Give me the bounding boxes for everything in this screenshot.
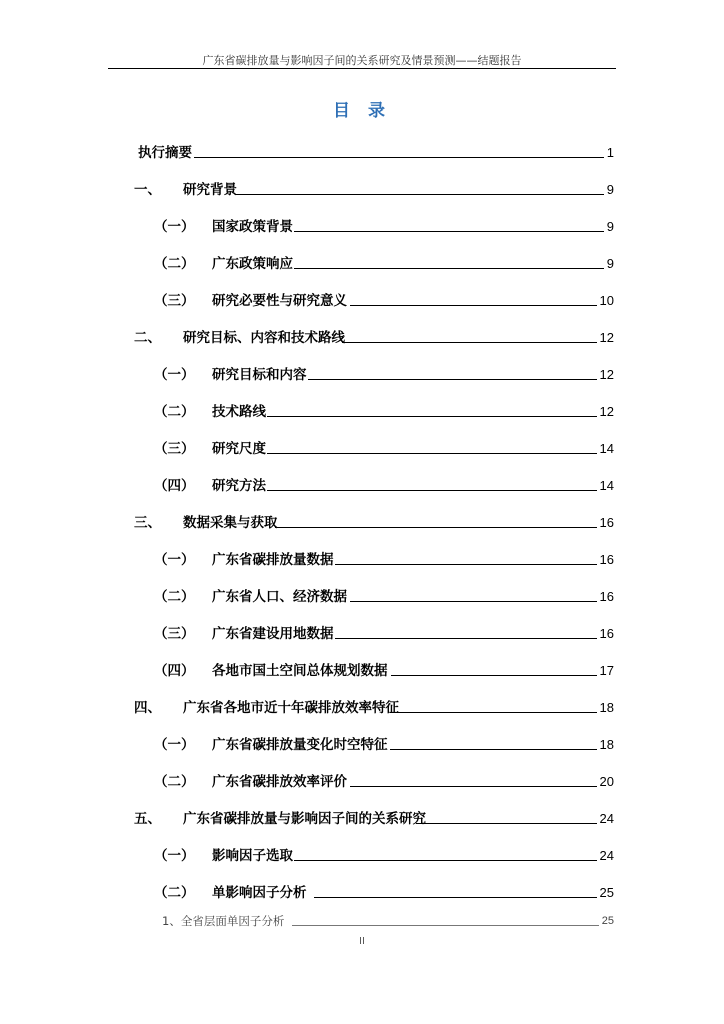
toc-entry[interactable]	[0, 882, 724, 902]
toc-entry-label: 影响因子选取	[212, 848, 293, 864]
toc-entry-page: 24	[599, 848, 614, 863]
toc-entry[interactable]	[0, 327, 724, 347]
toc-entry-label: 各地市国土空间总体规划数据	[212, 663, 388, 679]
toc-entry-label: 广东省各地市近十年碳排放效率特征	[183, 700, 399, 716]
toc-leader	[292, 925, 599, 926]
toc-entry[interactable]	[0, 586, 724, 606]
toc-leader	[267, 416, 597, 417]
toc-entry-label: 广东省碳排放量与影响因子间的关系研究	[183, 811, 426, 827]
toc-entry[interactable]	[0, 845, 724, 865]
toc-entry-page: 16	[599, 552, 614, 567]
toc-entry[interactable]	[0, 771, 724, 791]
toc-entry-number: （二）	[154, 404, 195, 420]
toc-leader	[335, 564, 597, 565]
toc-entry[interactable]	[0, 475, 724, 495]
toc-leader	[342, 342, 597, 343]
toc-entry[interactable]	[0, 808, 724, 828]
toc-leader	[350, 601, 597, 602]
toc-entry[interactable]	[0, 623, 724, 643]
toc-entry-label: 广东省碳排放效率评价	[212, 774, 347, 790]
toc-entry-number: （三）	[154, 441, 195, 457]
toc-entry-page: 9	[606, 182, 614, 197]
toc-entry-page: 12	[599, 404, 614, 419]
toc-entry-page: 25	[601, 915, 614, 927]
toc-entry-number: （一）	[154, 552, 195, 568]
toc-leader	[267, 453, 597, 454]
toc-entry-number: （二）	[154, 885, 195, 901]
toc-entry-label: 广东省建设用地数据	[212, 626, 334, 642]
toc-leader	[390, 749, 597, 750]
toc-leader	[390, 712, 597, 713]
toc-entry-label: 广东政策响应	[212, 256, 293, 272]
toc-entry-label: 技术路线	[212, 404, 266, 420]
toc-entry-label: 研究必要性与研究意义	[212, 293, 347, 309]
toc-entry-number: （一）	[154, 367, 195, 383]
page-number: II	[359, 936, 365, 947]
toc-entry[interactable]	[0, 290, 724, 310]
toc-entry-page: 12	[599, 330, 614, 345]
toc-entry[interactable]	[0, 364, 724, 384]
toc-entry-page: 12	[599, 367, 614, 382]
toc-entry-number: 二、	[134, 330, 161, 346]
toc-entry-page: 20	[599, 774, 614, 789]
toc-entry-number: （一）	[154, 737, 195, 753]
toc-entry-page: 24	[599, 811, 614, 826]
toc-entry[interactable]	[0, 216, 724, 236]
toc-leader	[194, 157, 604, 158]
toc-entry-page: 18	[599, 700, 614, 715]
toc-entry[interactable]	[0, 253, 724, 273]
toc-entry-label: 广东省碳排放量变化时空特征	[212, 737, 388, 753]
toc-entry-page: 9	[606, 219, 614, 234]
toc-entry-label: 研究尺度	[212, 441, 266, 457]
toc-entry-number: （四）	[154, 663, 195, 679]
toc-entry[interactable]	[0, 910, 724, 930]
toc-entry[interactable]	[0, 549, 724, 569]
toc-leader	[235, 194, 604, 195]
toc-entry[interactable]	[0, 179, 724, 199]
toc-entry-number: （四）	[154, 478, 195, 494]
toc-leader	[350, 786, 597, 787]
toc-entry-number: （二）	[154, 256, 195, 272]
toc-leader	[294, 860, 597, 861]
toc-entry-page: 9	[606, 256, 614, 271]
toc-entry-number: （一）	[154, 848, 195, 864]
toc-leader	[308, 379, 597, 380]
toc-entry-number: 四、	[134, 700, 161, 716]
toc-leader	[294, 268, 604, 269]
toc-entry[interactable]	[0, 401, 724, 421]
toc-entry-number: （一）	[154, 219, 195, 235]
toc-entry-page: 16	[599, 589, 614, 604]
toc-entry-number: 五、	[134, 811, 161, 827]
toc-entry-page: 25	[599, 885, 614, 900]
toc-entry-label: 研究目标、内容和技术路线	[183, 330, 345, 346]
toc-entry-label: 国家政策背景	[212, 219, 293, 235]
toc-leader	[350, 305, 597, 306]
toc-entry-number: （二）	[154, 774, 195, 790]
toc-entry[interactable]	[0, 142, 724, 162]
toc-entry[interactable]	[0, 438, 724, 458]
toc-entry-label: 执行摘要	[138, 145, 192, 161]
toc-entry-label: 研究背景	[183, 182, 237, 198]
toc-entry-label: 研究方法	[212, 478, 266, 494]
toc-leader	[267, 490, 597, 491]
toc-leader	[391, 675, 597, 676]
toc-title: 目 录	[333, 101, 391, 121]
toc-entry-page: 1	[606, 145, 614, 160]
toc-entry-page: 18	[599, 737, 614, 752]
toc-entry-number: （三）	[154, 293, 195, 309]
toc-entry-label: 广东省人口、经济数据	[212, 589, 347, 605]
toc-entry[interactable]	[0, 512, 724, 532]
toc-leader	[416, 823, 597, 824]
toc-entry-page: 17	[599, 663, 614, 678]
toc-entry-page: 16	[599, 626, 614, 641]
toc-entry-number: 三、	[134, 515, 161, 531]
toc-entry[interactable]	[0, 697, 724, 717]
toc-entry[interactable]	[0, 734, 724, 754]
toc-entry-page: 14	[599, 478, 614, 493]
toc-entry-number: （二）	[154, 589, 195, 605]
toc-entry[interactable]	[0, 660, 724, 680]
toc-leader	[275, 527, 597, 528]
running-header: 广东省碳排放量与影响因子间的关系研究及情景预测——结题报告	[202, 54, 522, 67]
toc-entry-number: 一、	[134, 182, 161, 198]
toc-entry-label: 数据采集与获取	[183, 515, 278, 531]
toc-leader	[314, 897, 597, 898]
toc-entry-label: 1、全省层面单因子分析	[162, 914, 285, 928]
toc-leader	[294, 231, 604, 232]
toc-entry-label: 研究目标和内容	[212, 367, 307, 383]
toc-leader	[335, 638, 597, 639]
toc-entry-label: 单影响因子分析	[212, 885, 307, 901]
toc-entry-page: 10	[599, 293, 614, 308]
toc-entry-page: 14	[599, 441, 614, 456]
toc-entry-number: （三）	[154, 626, 195, 642]
toc-entry-label: 广东省碳排放量数据	[212, 552, 334, 568]
toc-entry-page: 16	[599, 515, 614, 530]
